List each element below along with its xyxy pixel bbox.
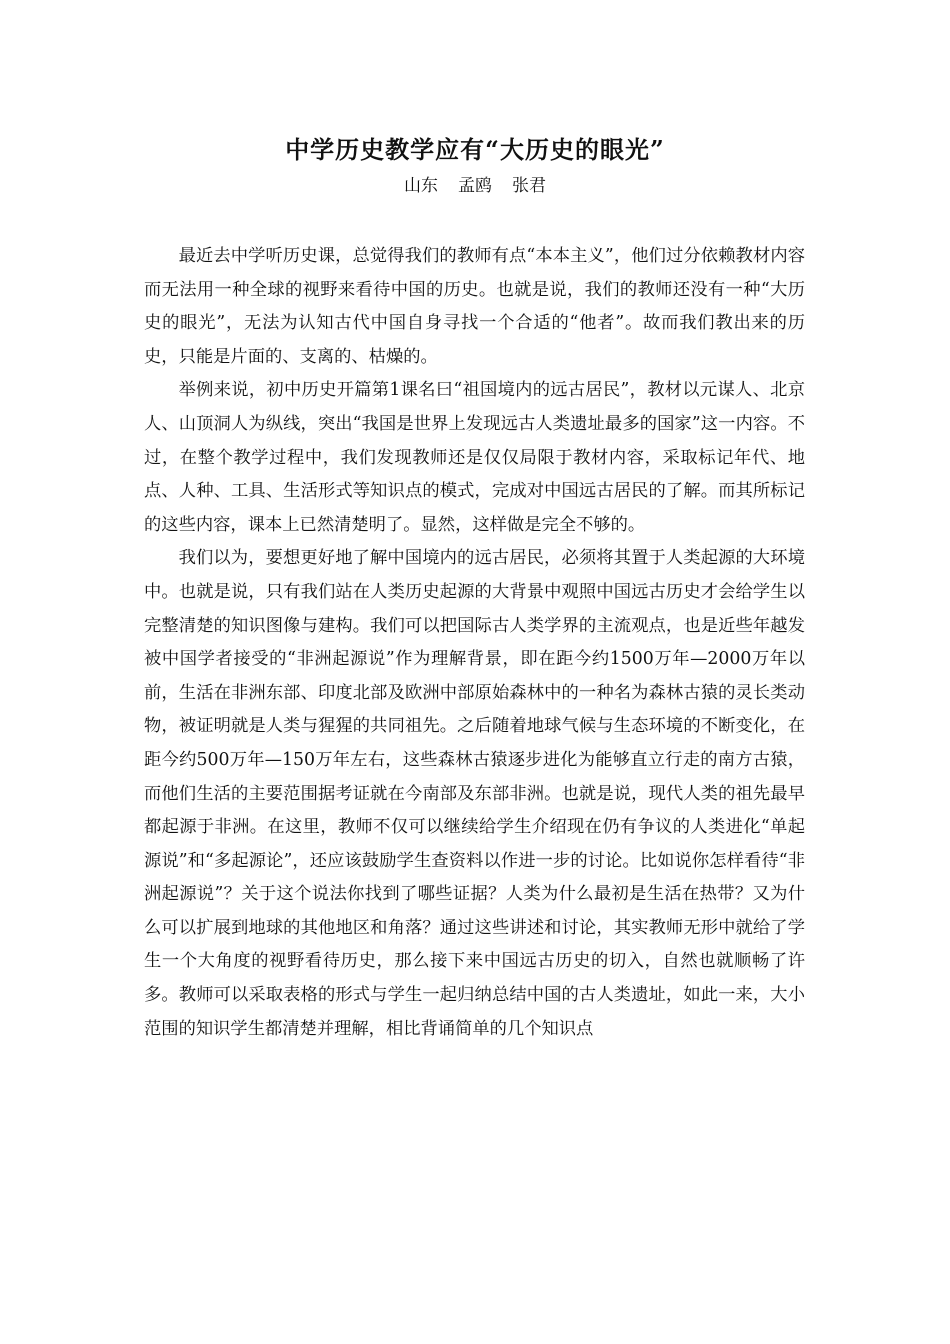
- paragraph: 举例来说，初中历史开篇第1课名曰“祖国境内的远古居民”，教材以元谋人、北京人、山顶洞人为纵线，突出“我国是世界上发现远古人类遗址最多的国家”这一内容。不过，在整个教学过程中，我们发现教师还是仅仅局限于教材内容，采取标记年代、地点、人种、工具、生活形式等知识点的模式，完成对中国远古居民的了解。而其所标记的这些内容，课本上已然清楚明了。显然，这样做是完全不够的。: [144, 380, 805, 535]
- paragraph: 最近去中学听历史课，总觉得我们的教师有点“本本主义”，他们过分依赖教材内容而无法用一种全球的视野来看待中国的历史。也就是说，我们的教师还没有一种“大历史的眼光”，无法为认知古代中国自身寻找一个合适的“他者”。故而我们教出来的历史，只能是片面的、支离的、枯燥的。: [144, 246, 805, 367]
- author-name-1: 孟鸥: [458, 176, 492, 196]
- author-name-2: 张君: [512, 176, 546, 196]
- article-title: 中学历史教学应有“大历史的眼光”: [285, 135, 665, 164]
- paragraph: 我们以为，要想更好地了解中国境内的远古居民，必须将其置于人类起源的大环境中。也就是说，只有我们站在人类历史起源的大背景中观照中国远古历史才会给学生以完整清楚的知识图像与建构。我们可以把国际古人类学界的主流观点，也是近些年越发被中国学者接受的“非洲起源说”作为理解背景，即在距今约1500万年—2000万年以前，生活在非洲东部、印度北部及欧洲中部原始森林中的一种名为森林古猿的灵长类动物，被证明就是人类与猩猩的共同祖先。之后随着地球气候与生态环境的不断变化，在距今约500万年—150万年左右，这些森林古猿逐步进化为能够直立行走的南方古猿，而他们生活的主要范围据考证就在今南部及东部非洲。也就是说，现代人类的祖先最早都起源于非洲。在这里，教师不仅可以继续给学生介绍现在仍有争议的人类进化“单起源说”和“多起源论”，还应该鼓励学生查资料以作进一步的讨论。比如说你怎样看待“非洲起源说”？关于这个说法你找到了哪些证据？人类为什么最初是生活在热带？又为什么可以扩展到地球的其他地区和角落？通过这些讲述和讨论，其实教师无形中就给了学生一个大角度的视野看待历史，那么接下来中国远古历史的切入，自然也就顺畅了许多。教师可以采取表格的形式与学生一起归纳总结中国的古人类遗址，如此一来，大小范围的知识学生都清楚并理解，相比背诵简单的几个知识点: [144, 548, 805, 1039]
- author-place: 山东: [404, 176, 438, 196]
- article-body: [144, 240, 805, 1046]
- author-line: [0, 173, 950, 199]
